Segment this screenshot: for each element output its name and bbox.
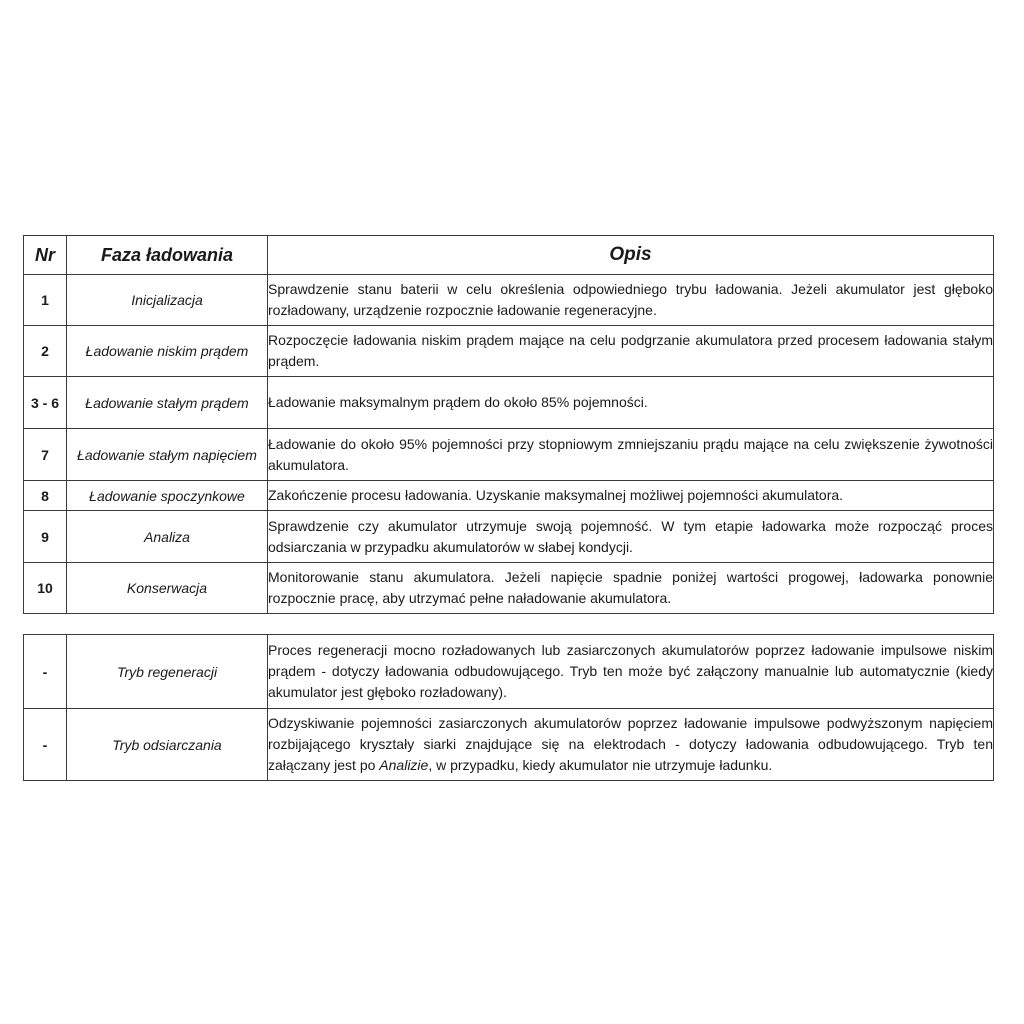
row-phase: Ładowanie stałym napięciem bbox=[67, 429, 268, 481]
row-description: Zakończenie procesu ładowania. Uzyskanie maksymalnej możliwej pojemności akumulatora. bbox=[268, 481, 994, 511]
row-description bbox=[268, 709, 994, 781]
row-description: Monitorowanie stanu akumulatora. Jeżeli napięcie spadnie poniżej wartości progowej, ładowarka ponownie rozpocznie pracę, aby utrzymać pełne naładowanie akumulatora. bbox=[268, 563, 994, 614]
table-row bbox=[24, 511, 994, 563]
description-text: Odzyskiwanie pojemności zasiarczonych akumulatorów poprzez ładowanie impulsowe podwyższonym napięciem rozbijającego kryształy siarki znajdujące się na elektrodach - dotyczy ładowania odbudowującego. Tryb ten załączany jest po bbox=[268, 715, 993, 773]
row-number: 3 - 6 bbox=[24, 377, 67, 429]
table-row bbox=[24, 429, 994, 481]
table-row bbox=[24, 481, 994, 511]
row-phase: Tryb regeneracji bbox=[67, 635, 268, 709]
table-row bbox=[24, 709, 994, 781]
table-header-row bbox=[24, 236, 994, 275]
table-row bbox=[24, 635, 994, 709]
row-description: Sprawdzenie stanu baterii w celu określenia odpowiedniego trybu ładowania. Jeżeli akumulator jest głęboko rozładowany, urządzenie rozpocznie ładowanie regeneracyjne. bbox=[268, 275, 994, 326]
header-nr: Nr bbox=[24, 236, 67, 275]
row-description: Rozpoczęcie ładowania niskim prądem mające na celu podgrzanie akumulatora przed procesem ładowania stałym prądem. bbox=[268, 326, 994, 377]
charging-modes-table bbox=[23, 634, 994, 781]
description-text-end: , w przypadku, kiedy akumulator nie utrzymuje ładunku. bbox=[428, 757, 773, 773]
table-row bbox=[24, 275, 994, 326]
row-number: 1 bbox=[24, 275, 67, 326]
row-phase: Ładowanie niskim prądem bbox=[67, 326, 268, 377]
row-number: 10 bbox=[24, 563, 67, 614]
row-phase: Analiza bbox=[67, 511, 268, 563]
row-number: 9 bbox=[24, 511, 67, 563]
row-description: Proces regeneracji mocno rozładowanych lub zasiarczonych akumulatorów poprzez ładowanie impulsowe niskim prądem - dotyczy ładowania odbudowującego. Tryb ten może być załączony manualnie lub automatycznie (kiedy akumulator jest głęboko rozładowany). bbox=[268, 635, 994, 709]
row-number: 7 bbox=[24, 429, 67, 481]
row-phase: Inicjalizacja bbox=[67, 275, 268, 326]
row-number: - bbox=[24, 709, 67, 781]
row-phase: Ładowanie spoczynkowe bbox=[67, 481, 268, 511]
row-description: Ładowanie do około 95% pojemności przy stopniowym zmniejszaniu prądu mające na celu zwiększenie żywotności akumulatora. bbox=[268, 429, 994, 481]
row-number: 2 bbox=[24, 326, 67, 377]
table-row bbox=[24, 326, 994, 377]
row-description: Ładowanie maksymalnym prądem do około 85% pojemności. bbox=[268, 377, 994, 429]
row-number: - bbox=[24, 635, 67, 709]
header-description: Opis bbox=[268, 236, 994, 275]
row-phase: Ładowanie stałym prądem bbox=[67, 377, 268, 429]
row-description: Sprawdzenie czy akumulator utrzymuje swoją pojemność. W tym etapie ładowarka może rozpocząć proces odsiarczania w przypadku akumulatorów w słabej kondycji. bbox=[268, 511, 994, 563]
description-emphasis: Analizie bbox=[379, 757, 429, 773]
row-phase: Konserwacja bbox=[67, 563, 268, 614]
table-row bbox=[24, 563, 994, 614]
table-row bbox=[24, 377, 994, 429]
row-phase: Tryb odsiarczania bbox=[67, 709, 268, 781]
charging-phases-table bbox=[23, 235, 994, 614]
row-number: 8 bbox=[24, 481, 67, 511]
header-phase: Faza ładowania bbox=[67, 236, 268, 275]
